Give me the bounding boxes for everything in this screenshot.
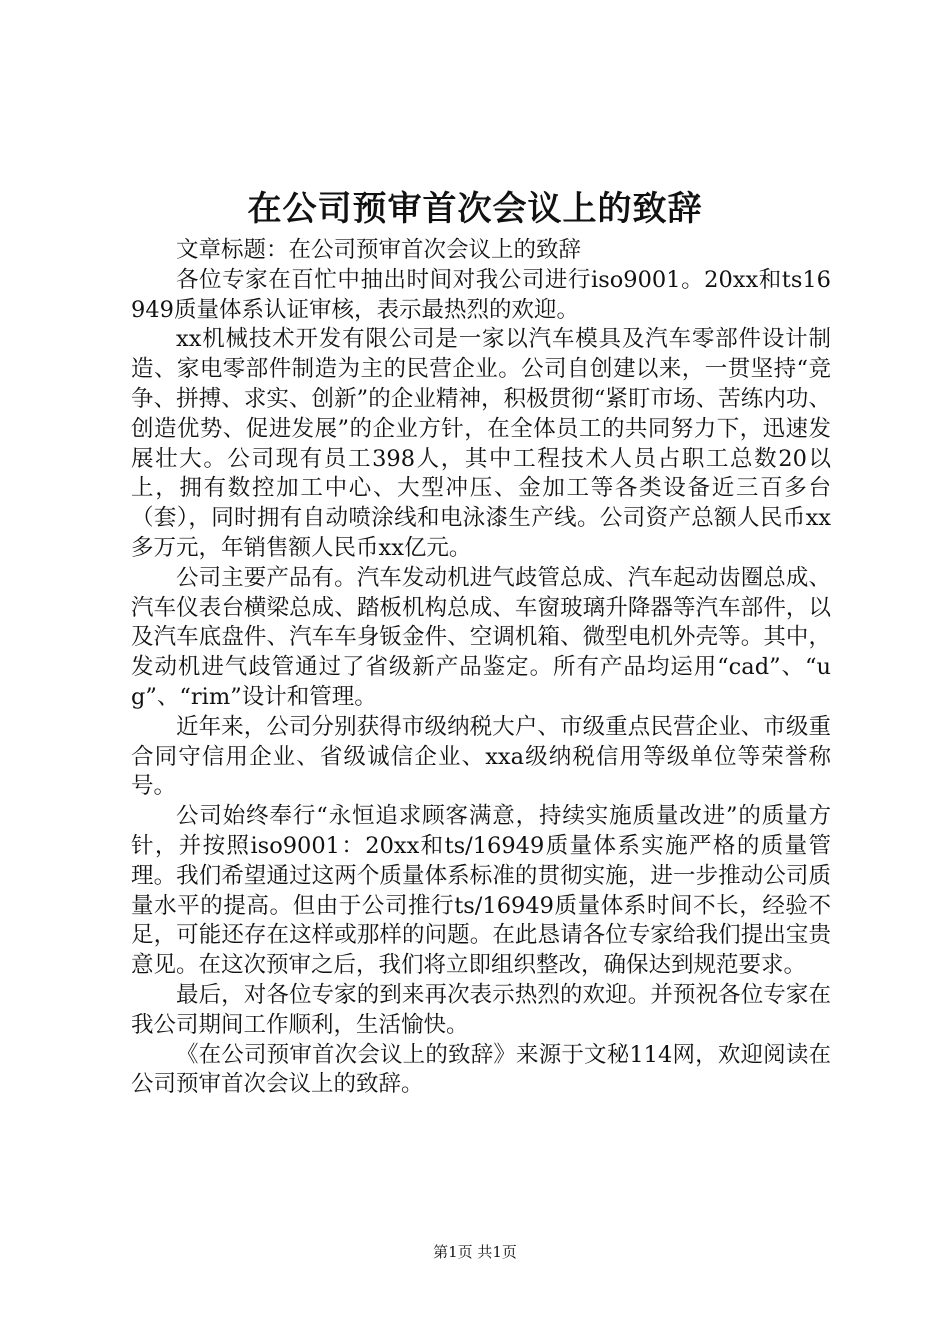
page-footer: 第1页 共1页 xyxy=(433,1243,517,1261)
document-title: 在公司预审首次会议上的致辞 xyxy=(247,189,703,229)
paragraph-honors: 近年来，公司分别获得市级纳税大户、市级重点民营企业、市级重合同守信用企业、省级诚信企业、xxa级纳税信用等级单位等荣誉称号。 xyxy=(131,713,831,800)
paragraph-welcome: 各位专家在百忙中抽出时间对我公司进行iso9001。20xx和ts16949质量体系认证审核，表示最热烈的欢迎。 xyxy=(131,266,831,323)
paragraph-company-intro: xx机械技术开发有限公司是一家以汽车模具及汽车零部件设计制造、家电零部件制造为主的民营企业。公司自创建以来，一贯坚持“竞争、拼搏、求实、创新”的企业精神，积极贯彻“紧盯市场、苦练内功、创造优势、促进发展”的企业方针，在全体员工的共同努力下，迅速发展壮大。公司现有员工398人，其中工程技术人员占职工总数20以上，拥有数控加工中心、大型冲压、金加工等各类设备近三百多台（套），同时拥有自动喷涂线和电泳漆生产线。公司资产总额人民币xx多万元，年销售额人民币xx亿元。 xyxy=(131,326,831,561)
paragraph-quality-policy: 公司始终奉行“永恒追求顾客满意，持续实施质量改进”的质量方针，并按照iso9001：20xx和ts/16949质量体系实施严格的质量管理。我们希望通过这两个质量体系标准的贯彻实施，进一步推动公司质量水平的提高。但由于公司推行ts/16949质量体系时间不长，经验不足，可能还存在这样或那样的问题。在此恳请各位专家给我们提出宝贵意见。在这次预审之后，我们将立即组织整改，确保达到规范要求。 xyxy=(131,803,831,979)
document-body xyxy=(131,236,831,1100)
paragraph-closing: 最后，对各位专家的到来再次表示热烈的欢迎。并预祝各位专家在我公司期间工作顺利，生活愉快。 xyxy=(131,981,831,1038)
paragraph-source: 《在公司预审首次会议上的致辞》来源于文秘114网，欢迎阅读在公司预审首次会议上的致辞。 xyxy=(131,1041,831,1098)
paragraph-products: 公司主要产品有。汽车发动机进气歧管总成、汽车起动齿圈总成、汽车仪表台横梁总成、踏板机构总成、车窗玻璃升降器等汽车部件，以及汽车底盘件、汽车车身钣金件、空调机箱、微型电机外壳等。其中，发动机进气歧管通过了省级新产品鉴定。所有产品均运用“cad”、“ug”、“rim”设计和管理。 xyxy=(131,564,831,710)
paragraph-article-title: 文章标题：在公司预审首次会议上的致辞 xyxy=(176,237,582,263)
